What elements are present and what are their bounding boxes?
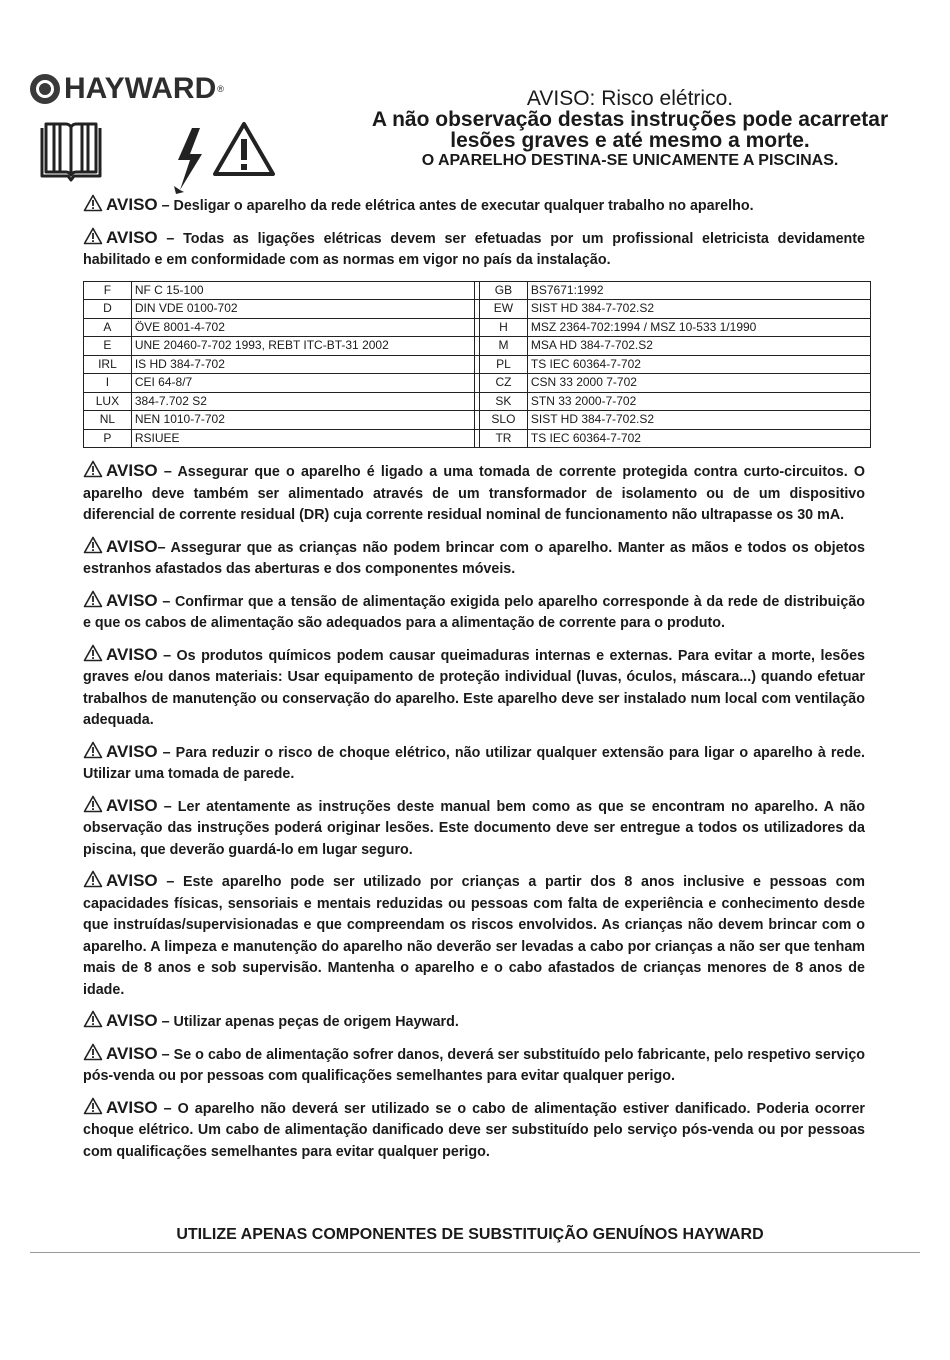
country-code: F — [84, 281, 132, 300]
footer-divider — [30, 1252, 920, 1253]
country-code: PL — [480, 355, 528, 374]
warning-triangle-icon — [83, 741, 103, 759]
standard-value: TS IEC 60364-7-702 — [527, 429, 870, 448]
warning-item — [83, 590, 865, 635]
warning-triangle-icon — [83, 460, 103, 478]
table-row — [84, 355, 871, 374]
header-icons — [38, 120, 276, 196]
standard-value: MSA HD 384-7-702.S2 — [527, 337, 870, 356]
table-row — [84, 337, 871, 356]
country-code: SLO — [480, 411, 528, 430]
warning-triangle-icon — [212, 120, 276, 178]
standard-value: SIST HD 384-7-702.S2 — [527, 411, 870, 430]
warning-triangle-icon — [83, 536, 103, 554]
warning-text: – Ler atentamente as instruções deste manual bem como as que se encontram no aparelho. A não observação das instruções poderá originar lesões. Este documento deve ser entregue a todos os utilizadores da piscina, que deverão guardá-lo em lugar seguro. — [83, 798, 865, 858]
standards-table — [83, 281, 871, 449]
standard-value: NF C 15-100 — [131, 281, 474, 300]
standard-value: MSZ 2364-702:1994 / MSZ 10-533 1/1990 — [527, 318, 870, 337]
warning-item — [83, 870, 865, 1001]
table-row — [84, 429, 871, 448]
standard-value: CSN 33 2000 7-702 — [527, 374, 870, 393]
warning-item — [83, 644, 865, 732]
warning-text: – Confirmar que a tensão de alimentação exigida pelo aparelho corresponde à da rede de distribuição e que os cabos de alimentação são adequados para a alimentação de corrente para o produto. — [83, 593, 865, 631]
warning-label: AVISO — [106, 644, 158, 664]
country-code: E — [84, 337, 132, 356]
warning-item — [83, 1043, 865, 1088]
registered-mark: ® — [217, 84, 224, 94]
manual-book-icon — [38, 120, 104, 182]
warnings-content — [83, 194, 865, 1172]
country-code: GB — [480, 281, 528, 300]
warning-text: – Este aparelho pode ser utilizado por crianças a partir dos 8 anos inclusive e pessoas com capacidades físicas, sensoriais e mentais reduzidas ou pessoas com falta de experiência e conhecimento desde que instruídas/supervisionadas e que compreendam os riscos envolvidos. As crianças não devem brincar com o aparelho. A limpeza e manutenção do aparelho não deverão ser levadas a cabo por crianças a não ser que tenham mais de 8 anos e sob supervisão. Mantenha o aparelho e o cabo afastados de crianças menores de 8 anos de idade. — [83, 874, 865, 998]
standard-value: CEI 64-8/7 — [131, 374, 474, 393]
country-code: SK — [480, 392, 528, 411]
warning-label: AVISO — [106, 227, 158, 247]
country-code: P — [84, 429, 132, 448]
warning-label: AVISO — [106, 1011, 158, 1030]
warning-label: AVISO — [106, 1043, 158, 1063]
warning-item — [83, 795, 865, 862]
warning-label: AVISO — [106, 536, 158, 556]
warning-triangle-icon — [83, 1043, 103, 1061]
warning-text: – Assegurar que o aparelho é ligado a uma tomada de corrente protegida contra curto-circuitos. O aparelho deve também ser alimentado através de um transformador de isolamento ou de um dispositivo diferencial de corrente residual (DR) cuja corrente residual nominal de funcionamento não ultrapasse os 30 mA. — [83, 464, 865, 523]
country-code: I — [84, 374, 132, 393]
header-line-3: lesões graves e até mesmo a morte. — [450, 129, 810, 152]
warning-triangle-icon — [83, 590, 103, 608]
standard-value: UNE 20460-7-702 1993, REBT ITC-BT-31 2002 — [131, 337, 474, 356]
standard-value: DIN VDE 0100-702 — [131, 300, 474, 319]
country-code: A — [84, 318, 132, 337]
warning-label: AVISO — [106, 871, 158, 890]
warning-label: AVISO — [106, 195, 158, 214]
standard-value: NEN 1010-7-702 — [131, 411, 474, 430]
warning-label: AVISO — [106, 1097, 158, 1117]
header-line-1: AVISO: Risco elétrico. — [526, 87, 734, 110]
warning-text: – Todas as ligações elétricas devem ser efetuadas por um profissional eletricista devidamente habilitado e em conformidade com as normas em vigor no país da instalação. — [83, 230, 865, 268]
country-code: NL — [84, 411, 132, 430]
warning-triangle-icon — [83, 870, 103, 888]
warning-text: – Utilizar apenas peças de origem Hayward. — [157, 1014, 459, 1030]
warning-item — [83, 536, 865, 581]
standard-value: ÖVE 8001-4-702 — [131, 318, 474, 337]
warning-item — [83, 227, 865, 272]
table-row — [84, 300, 871, 319]
warning-label: AVISO — [106, 741, 158, 761]
footer-text: UTILIZE APENAS COMPONENTES DE SUBSTITUIÇÃO GENUÍNOS HAYWARD — [176, 1226, 764, 1243]
hayward-logo — [30, 72, 224, 106]
standard-value: SIST HD 384-7-702.S2 — [527, 300, 870, 319]
hayward-badge-icon — [30, 74, 60, 104]
table-row — [84, 318, 871, 337]
country-code: IRL — [84, 355, 132, 374]
warning-triangle-icon — [83, 644, 103, 662]
country-code: LUX — [84, 392, 132, 411]
warning-item — [83, 741, 865, 786]
warning-label: AVISO — [106, 590, 158, 610]
country-code: D — [84, 300, 132, 319]
warning-text: – Se o cabo de alimentação sofrer danos, deverá ser substituído pelo fabricante, pelo respetivo serviço pós-venda ou por pessoas com qualificações semelhantes para evitar qualquer perigo. — [83, 1046, 865, 1084]
header-line-4: O APARELHO DESTINA-SE UNICAMENTE A PISCINAS. — [421, 152, 839, 169]
table-row — [84, 281, 871, 300]
warning-label: AVISO — [106, 461, 158, 480]
warning-text: – O aparelho não deverá ser utilizado se o cabo de alimentação estiver danificado. Poderia ocorrer choque elétrico. Um cabo de alimentação danificado deve ser substituído pelo serviço pós-venda ou por pessoas com qualificações semelhantes para evitar qualquer perigo. — [83, 1100, 865, 1160]
warning-triangle-icon — [83, 227, 103, 245]
standard-value: IS HD 384-7-702 — [131, 355, 474, 374]
table-row — [84, 411, 871, 430]
standard-value: RSIUEE — [131, 429, 474, 448]
warning-item — [83, 1010, 865, 1034]
country-code: TR — [480, 429, 528, 448]
table-row — [84, 392, 871, 411]
standard-value: 384-7.702 S2 — [131, 392, 474, 411]
warning-text: – Desligar o aparelho da rede elétrica antes de executar qualquer trabalho no aparelho. — [157, 198, 754, 214]
country-code: CZ — [480, 374, 528, 393]
country-code: EW — [480, 300, 528, 319]
lightning-bolt-icon — [170, 126, 210, 196]
table-row — [84, 374, 871, 393]
warnings-list — [83, 460, 865, 1163]
warning-text: – Para reduzir o risco de choque elétrico, não utilizar qualquer extensão para ligar o aparelho à rede. Utilizar uma tomada de parede. — [83, 744, 865, 782]
footer — [0, 1226, 950, 1244]
header-warning — [330, 88, 930, 171]
standard-value: BS7671:1992 — [527, 281, 870, 300]
warning-triangle-icon — [83, 1097, 103, 1115]
country-code: H — [480, 318, 528, 337]
warning-text: – Os produtos químicos podem causar queimaduras internas e externas. Para evitar a morte, lesões graves e/ou danos materiais: Usar equipamento de proteção individual (luvas, óculos, máscara...) quando efetuar trabalhos de manutenção ou conservação do aparelho. Este aparelho deve ser instalado num local com ventilação adequada. — [83, 647, 865, 728]
country-code: M — [480, 337, 528, 356]
warning-label: AVISO — [106, 795, 158, 815]
warning-triangle-icon — [83, 795, 103, 813]
warning-item — [83, 1097, 865, 1164]
brand-name: HAYWARD — [64, 72, 217, 105]
header-line-2: A não observação destas instruções pode acarretar — [371, 108, 889, 131]
warning-text: – Assegurar que as crianças não podem brincar com o aparelho. Manter as mãos e todos os objetos estranhos afastados das aberturas e dos componentes móveis. — [83, 539, 865, 577]
warning-item — [83, 194, 865, 218]
standard-value: TS IEC 60364-7-702 — [527, 355, 870, 374]
standard-value: STN 33 2000-7-702 — [527, 392, 870, 411]
warning-triangle-icon — [83, 1010, 103, 1028]
warning-triangle-icon — [83, 194, 103, 212]
warning-item — [83, 460, 865, 527]
